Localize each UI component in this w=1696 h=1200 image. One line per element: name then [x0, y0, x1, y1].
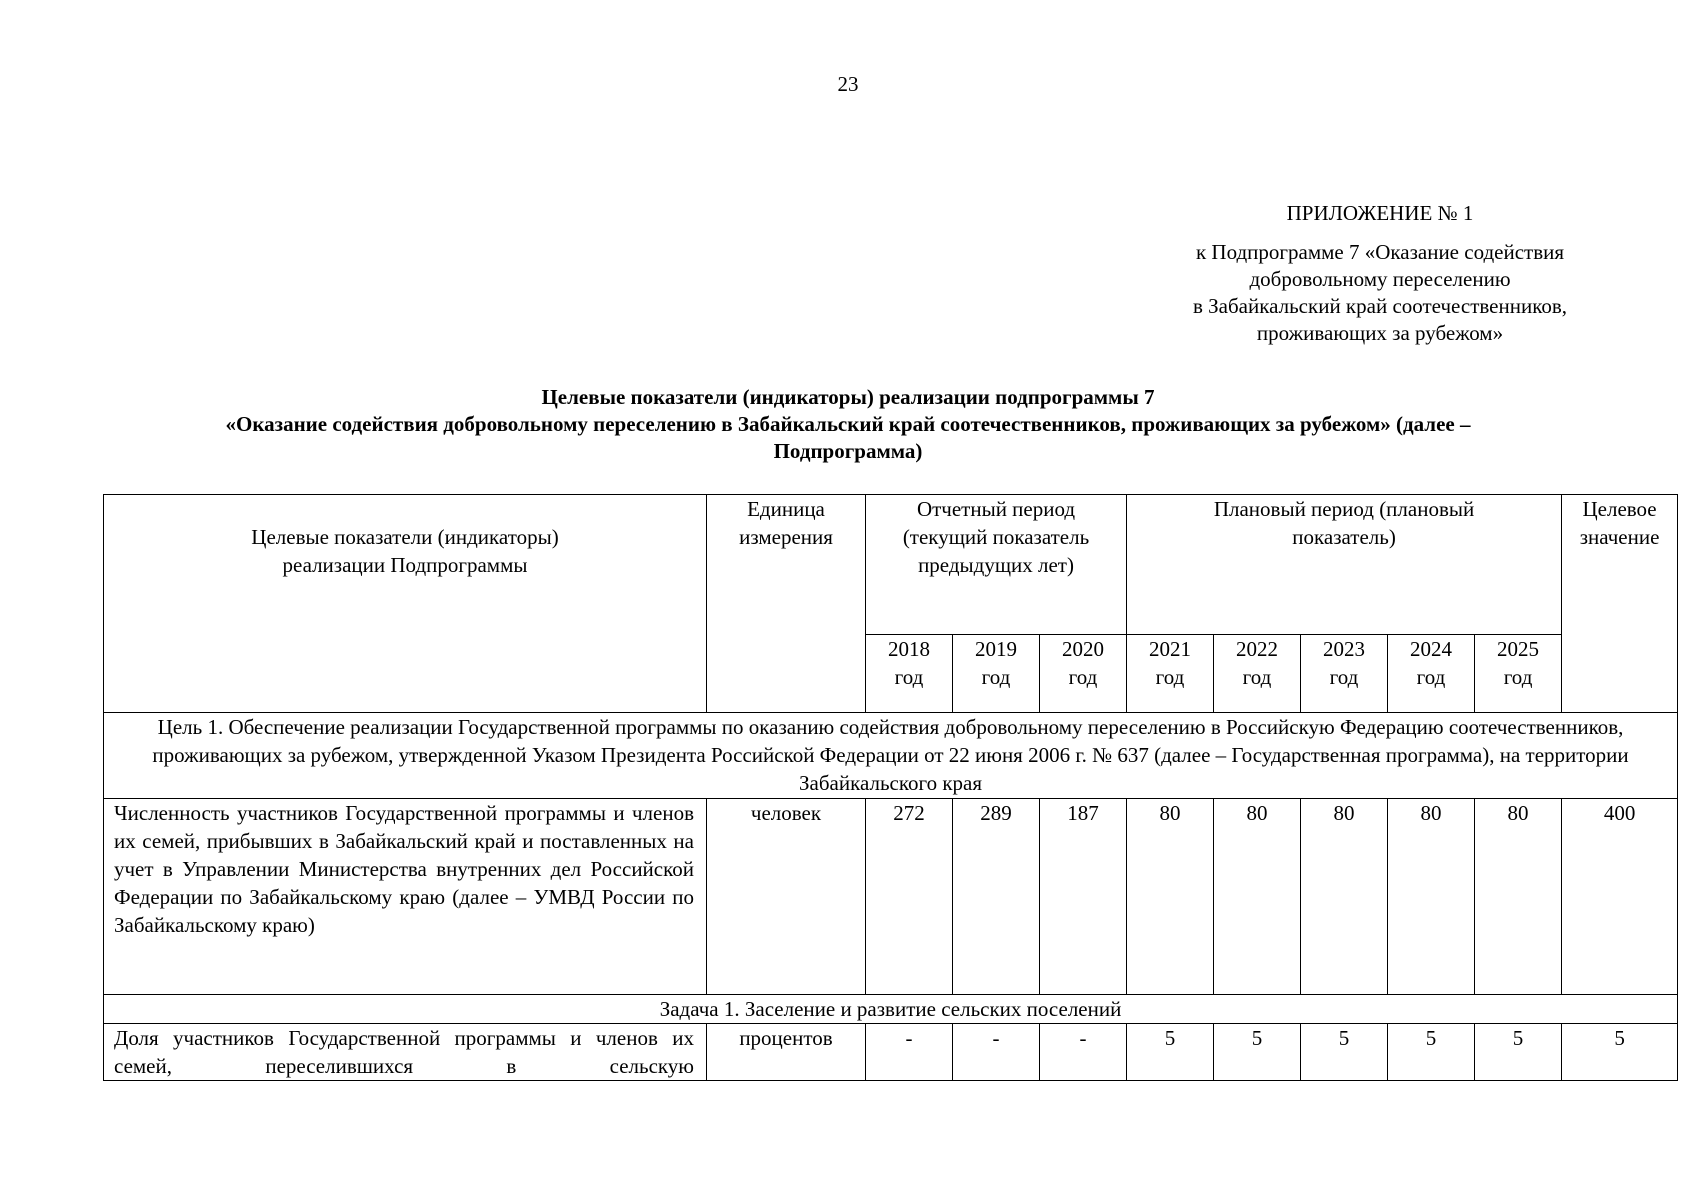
value-cell: 80: [1127, 799, 1214, 995]
page-number: 23: [837, 72, 859, 96]
appendix-line: в Забайкальский край соотечественников,: [1192, 294, 1567, 318]
year-cell: 2019 год: [953, 635, 1040, 713]
value-cell: 272: [866, 799, 953, 995]
title-line: Подпрограмма): [773, 439, 923, 463]
year-cell: 2022 год: [1214, 635, 1301, 713]
value-cell: 80: [1475, 799, 1562, 995]
title-line: Целевые показатели (индикаторы) реализации подпрограммы 7: [541, 385, 1155, 409]
header-target: Целевое значение: [1562, 495, 1678, 713]
appendix-line: добровольному переселению: [1249, 267, 1511, 291]
value-cell: 5: [1214, 1024, 1301, 1081]
goal-text: Цель 1. Обеспечение реализации Государственной программы по оказанию содействия добровольному переселению в Российскую Федерацию соотечественников, проживающих за рубежом, утвержденной Указом Президента Российской Федерации от 22 июня 2006 г. № 637 (далее – Государственная программа), на территории Забайкальского края: [104, 713, 1678, 799]
year-cell: 2024 год: [1388, 635, 1475, 713]
appendix-line: проживающих за рубежом»: [1256, 321, 1504, 345]
goal-row: [104, 713, 1678, 799]
appendix-number: ПРИЛОЖЕНИЕ № 1: [1286, 201, 1474, 225]
title-line: «Оказание содействия добровольному переселению в Забайкальский край соотечественников, проживающих за рубежом» (далее –: [225, 412, 1471, 436]
target-cell: 400: [1562, 799, 1678, 995]
value-cell: 80: [1214, 799, 1301, 995]
appendix-line: к Подпрограмме 7 «Оказание содействия: [1195, 240, 1565, 264]
value-cell: 5: [1127, 1024, 1214, 1081]
value-cell: -: [866, 1024, 953, 1081]
header-indicator: Целевые показатели (индикаторы) реализации Подпрограммы: [104, 495, 707, 713]
year-cell: 2025 год: [1475, 635, 1562, 713]
target-cell: 5: [1562, 1024, 1678, 1081]
year-cell: 2021 год: [1127, 635, 1214, 713]
indicator-cell: Доля участников Государственной программы и членов их семей, переселившихся в сельскую: [104, 1024, 707, 1081]
year-cell: 2018 год: [866, 635, 953, 713]
value-cell: -: [953, 1024, 1040, 1081]
year-cell: 2020 год: [1040, 635, 1127, 713]
value-cell: 5: [1301, 1024, 1388, 1081]
header-unit: Единица измерения: [707, 495, 866, 713]
value-cell: 5: [1388, 1024, 1475, 1081]
table-row: [104, 1024, 1678, 1081]
value-cell: 80: [1301, 799, 1388, 995]
value-cell: 187: [1040, 799, 1127, 995]
indicator-cell: Численность участников Государственной программы и членов их семей, прибывших в Забайкальский край и поставленных на учет в Управлении Министерства внутренних дел Российской Федерации по Забайкальскому краю (далее – УМВД России по Забайкальскому краю): [104, 799, 707, 995]
header-reporting-period: Отчетный период (текущий показатель предыдущих лет): [866, 495, 1127, 635]
header-row: [104, 495, 1678, 635]
document-title: [100, 384, 1596, 465]
unit-cell: процентов: [707, 1024, 866, 1081]
value-cell: 80: [1388, 799, 1475, 995]
table-row: [104, 799, 1678, 995]
appendix-block: [1130, 200, 1630, 347]
unit-cell: человек: [707, 799, 866, 995]
task-row: [104, 995, 1678, 1024]
value-cell: 5: [1475, 1024, 1562, 1081]
header-planned-period: Плановый период (плановый показатель): [1127, 495, 1562, 635]
indicators-table: [103, 494, 1678, 1081]
task-text: Задача 1. Заселение и развитие сельских поселений: [104, 995, 1678, 1024]
value-cell: -: [1040, 1024, 1127, 1081]
value-cell: 289: [953, 799, 1040, 995]
year-cell: 2023 год: [1301, 635, 1388, 713]
